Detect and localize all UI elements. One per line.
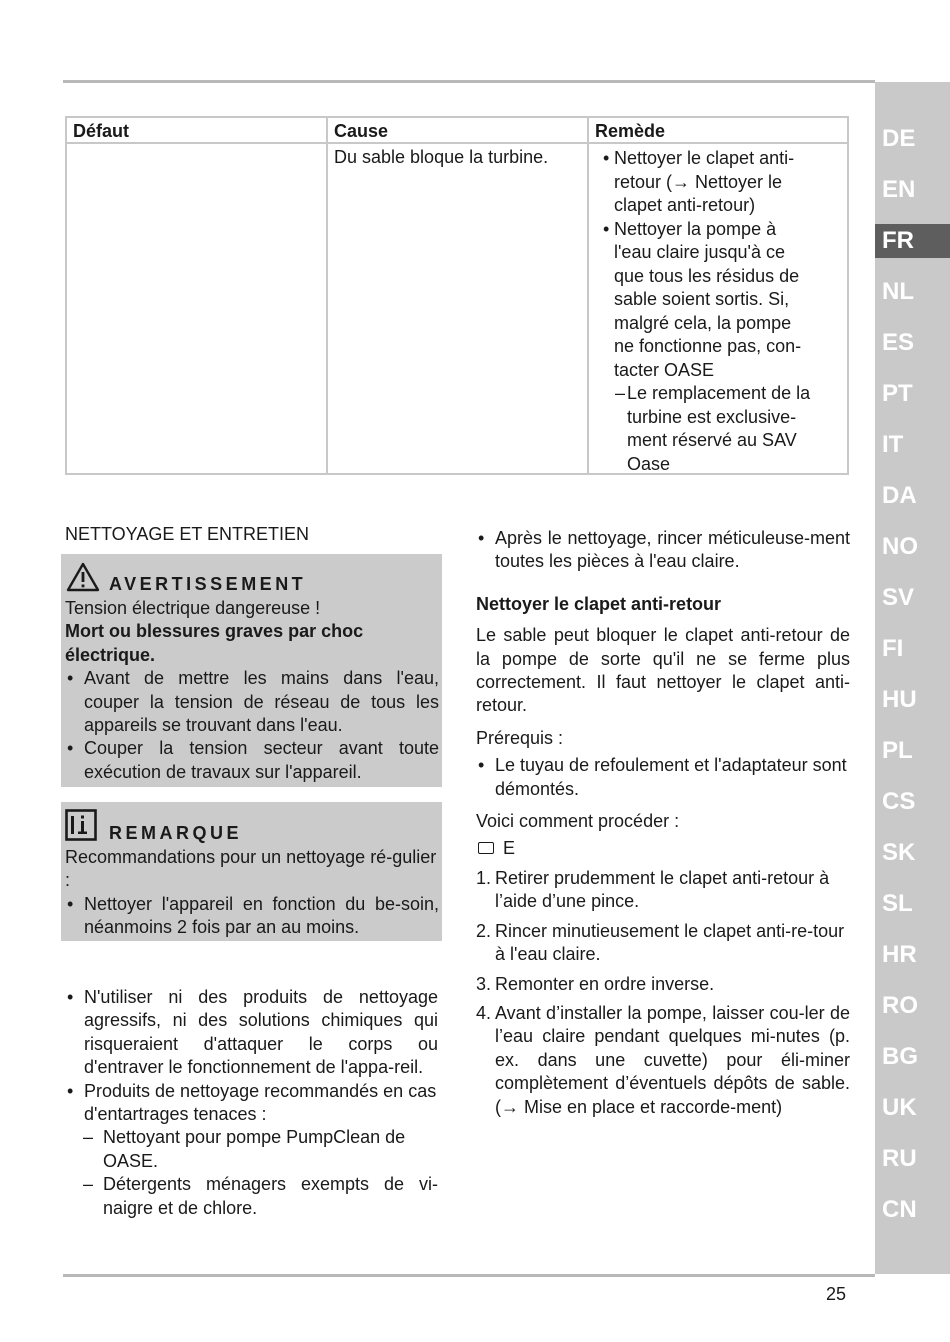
header-remede: Remède bbox=[589, 118, 849, 144]
step-text: Avant d’installer la pompe, laisser cou-ler de l’eau claire pendant quelques mi-nutes (p. ex. dans une cuvette) pour éli-miner complètement d’éventuels dépôts de sable. (→ Mise en place et raccorde-ment) bbox=[495, 1002, 850, 1117]
cause-cell: Du sable bloque la turbine. bbox=[334, 147, 549, 167]
remedy-2-line: ne fonctionne pas, con- bbox=[614, 336, 802, 356]
remedy-2-line: malgré cela, la pompe bbox=[614, 312, 792, 333]
lang-tab-bg[interactable]: BG bbox=[882, 1043, 918, 1070]
lang-tab-pl[interactable]: PL bbox=[882, 737, 913, 764]
note-title: REMARQUE bbox=[109, 823, 243, 843]
remedy-bullet-1 bbox=[601, 147, 846, 218]
step-number: 4. bbox=[476, 1002, 492, 1023]
warning-bullet-1: • Avant de mettre les mains dans l'eau, couper la tension de réseau de tous les appareils se trouvant dans l'eau. bbox=[65, 667, 439, 737]
lang-tab-no[interactable]: NO bbox=[882, 533, 918, 560]
cleaning-dash-2: – Détergents ménagers exempts de vi-naigre et de chlore. bbox=[83, 1174, 438, 1218]
prereq-bullet: • Le tuyau de refoulement et l'adaptateur sont démontés. bbox=[476, 754, 850, 801]
remedy-bullet-2 bbox=[601, 218, 846, 383]
header-defaut: Défaut bbox=[67, 118, 328, 144]
rinse-bullet: • Après le nettoyage, rincer méticuleuse-ment toutes les pièces à l'eau claire. bbox=[476, 527, 850, 574]
lang-tab-hu[interactable]: HU bbox=[882, 686, 917, 713]
right-column bbox=[476, 527, 850, 1119]
step-1 bbox=[476, 867, 850, 914]
step-text: Retirer prudemment le clapet anti-retour à l’aide d’une pince. bbox=[495, 867, 830, 912]
fault-table bbox=[65, 116, 849, 475]
remedy-sub-line: ment réservé au SAV bbox=[627, 430, 797, 450]
cleaning-bullet-1: • N'utiliser ni des produits de nettoyage agressifs, ni des solutions chimiques qui risqueraient d'attaquer le corps ou d'entraver le fonctionnement de l'appa-reil. bbox=[65, 986, 438, 1080]
remedy-cell bbox=[601, 147, 846, 476]
step-number: 2. bbox=[476, 920, 492, 941]
remedy-2-line: l'eau claire jusqu'à ce bbox=[614, 242, 785, 262]
cleaning-list bbox=[65, 986, 438, 1220]
lang-tab-de[interactable]: DE bbox=[882, 125, 916, 152]
step-number: 1. bbox=[476, 867, 492, 888]
cleaning-bullet-2: • Produits de nettoyage recommandés en cas d'entartrages tenaces : bbox=[65, 1080, 438, 1127]
remedy-1-line: retour (→ Nettoyer le bbox=[614, 171, 783, 192]
bottom-rule bbox=[63, 1274, 875, 1277]
note-bullet: • Nettoyer l'appareil en fonction du be-soin, néanmoins 2 fois par an au moins. bbox=[65, 893, 439, 940]
lang-tab-sv[interactable]: SV bbox=[882, 584, 915, 611]
lang-tab-en[interactable]: EN bbox=[882, 176, 916, 203]
header-cause: Cause bbox=[328, 118, 589, 144]
step-4 bbox=[476, 1002, 850, 1119]
lang-tab-fi[interactable]: FI bbox=[882, 635, 904, 662]
lang-tab-uk[interactable]: UK bbox=[882, 1094, 917, 1121]
warning-box bbox=[61, 554, 442, 787]
howto-label: Voici comment procéder : bbox=[476, 811, 680, 832]
prereq-label: Prérequis : bbox=[476, 727, 564, 748]
note-body bbox=[65, 846, 439, 940]
lang-tab-ru[interactable]: RU bbox=[882, 1145, 917, 1172]
top-rule bbox=[63, 80, 875, 83]
remedy-2-line: tacter OASE bbox=[614, 359, 715, 380]
step-text: Remonter en ordre inverse. bbox=[495, 973, 715, 994]
lang-tab-ro[interactable]: RO bbox=[882, 992, 918, 1019]
remedy-sub-item: – Le remplacement de la turbine est exclusive- ment réservé au SAV Oase bbox=[601, 382, 846, 476]
remedy-1-line: • Nettoyer le clapet anti- bbox=[614, 148, 795, 168]
lang-tab-es[interactable]: ES bbox=[882, 329, 915, 356]
dash-2-text: Détergents ménagers exempts de vi-naigre et de chlore. bbox=[103, 1174, 438, 1218]
warning-title: AVERTISSEMENT bbox=[109, 574, 307, 594]
intro-paragraph: Le sable peut bloquer le clapet anti-retour de la pompe de sorte qu'il ne se ferme plus correctement. Il faut nettoyer le clapet anti-retour. bbox=[476, 625, 850, 716]
remedy-2-line: que tous les résidus de bbox=[614, 265, 800, 286]
lang-tab-sl[interactable]: SL bbox=[882, 890, 913, 917]
lang-tab-da[interactable]: DA bbox=[882, 482, 917, 509]
lang-tab-fr[interactable]: FR bbox=[875, 224, 950, 258]
warning-body bbox=[65, 597, 439, 784]
step-number: 3. bbox=[476, 973, 492, 994]
warning-line: Tension électrique dangereuse ! bbox=[65, 598, 321, 618]
lang-tab-pt[interactable]: PT bbox=[882, 380, 913, 407]
column-divider bbox=[587, 118, 589, 473]
warning-triangle-icon bbox=[66, 562, 100, 592]
warning-bullet-2: • Couper la tension secteur avant toute exécution de travaux sur l'appareil. bbox=[65, 737, 439, 784]
figure-letter: E bbox=[503, 838, 516, 859]
remedy-1-line: clapet anti-retour) bbox=[614, 195, 756, 215]
info-icon bbox=[65, 809, 97, 841]
remedy-sub-line: turbine est exclusive- bbox=[627, 406, 797, 427]
lang-tab-sk[interactable]: SK bbox=[882, 839, 916, 866]
warning-bold: Mort ou blessures graves par choc électrique. bbox=[65, 621, 364, 665]
remedy-2-line: sable soient sortis. Si, bbox=[614, 289, 790, 309]
language-sidebar bbox=[875, 82, 950, 1274]
section-heading: NETTOYAGE ET ENTRETIEN bbox=[65, 524, 310, 544]
step-3 bbox=[476, 973, 850, 996]
figure-reference bbox=[476, 837, 850, 860]
figure-icon bbox=[478, 842, 494, 854]
lang-tab-hr[interactable]: HR bbox=[882, 941, 917, 968]
step-text: Rincer minutieusement le clapet anti-re-tour à l'eau claire. bbox=[495, 920, 845, 965]
lang-tab-nl[interactable]: NL bbox=[882, 278, 914, 305]
remedy-sub-line: Oase bbox=[627, 453, 671, 474]
subsection-heading: Nettoyer le clapet anti-retour bbox=[476, 593, 722, 614]
note-line: Recommandations pour un nettoyage ré-gulier : bbox=[65, 847, 437, 891]
column-divider bbox=[326, 118, 328, 473]
step-2 bbox=[476, 920, 850, 967]
page-number: 25 bbox=[826, 1284, 847, 1304]
cleaning-dash-1: – Nettoyant pour pompe PumpClean de OASE. bbox=[83, 1127, 406, 1171]
dash-1-text: Nettoyant pour pompe PumpClean de OASE. bbox=[103, 1127, 406, 1171]
lang-tab-cs[interactable]: CS bbox=[882, 788, 916, 815]
remedy-sub-line: Le remplacement de la bbox=[627, 383, 811, 403]
remedy-2-line: • Nettoyer la pompe à bbox=[614, 218, 777, 239]
lang-tab-it[interactable]: IT bbox=[882, 431, 904, 458]
lang-tab-cn[interactable]: CN bbox=[882, 1196, 917, 1223]
note-box bbox=[61, 802, 442, 941]
